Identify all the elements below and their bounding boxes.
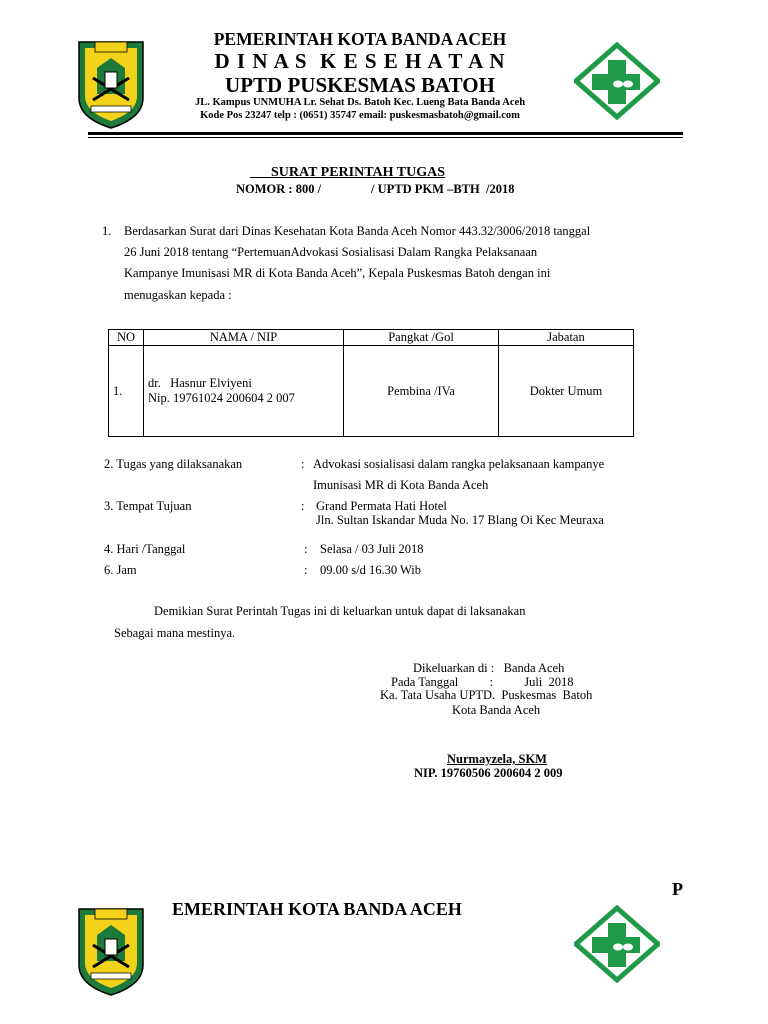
header-rule-thick [88,132,683,135]
puskesmas-logo-icon [574,905,660,983]
place-label: 3. Tempat Tujuan [104,499,192,513]
next-page-gov-line: EMERINTAH KOTA BANDA ACEH [172,899,462,919]
issued-at: Dikeluarkan di : Banda Aceh [413,661,565,675]
col-header-position: Jabatan [499,330,634,346]
para1-line: menugaskan kepada : [124,288,232,302]
day-colon: : [304,542,308,556]
closing-line: Demikian Surat Perintah Tugas ini di keluarkan untuk dapat di laksanakan [154,604,526,618]
para1-line: Berdasarkan Surat dari Dinas Kesehatan Kota Banda Aceh Nomor 443.32/3006/2018 tanggal [124,224,591,238]
day-label: 4. Hari /Tanggal [104,542,186,556]
banda-aceh-crest-icon [75,38,147,130]
para1-line: Kampanye Imunisasi MR di Kota Banda Aceh”, Kepala Puskesmas Batoh dengan ini [124,266,551,280]
address-line: JL. Kampus UNMUHA Lr. Sehat Ds. Batoh Kec. Lueng Bata Banda Aceh [194,97,526,108]
task-colon: : [301,457,305,471]
cell-name-nip [144,346,344,437]
page-marker: P [672,879,683,899]
task-label: 2. Tugas yang dilaksanakan [104,457,243,471]
place-value: Jln. Sultan Iskandar Muda No. 17 Blang Oi Kec Meuraxa [316,513,604,527]
dept-line: D I N A S K E S E H A T A N [214,49,506,73]
task-value: Imunisasi MR di Kota Banda Aceh [313,478,489,492]
para1-line: 26 Juni 2018 tentang “PertemuanAdvokasi Sosialisasi Dalam Rangka Pelaksanaan [124,245,538,259]
letter-title: SURAT PERINTAH TUGAS [250,165,446,180]
staff-nip: Nip. 19761024 200604 2 007 [148,391,295,405]
unit-line: UPTD PUSKESMAS BATOH [225,73,495,97]
time-colon: : [304,563,308,577]
day-value: Selasa / 03 Juli 2018 [320,542,424,556]
signer-nip: NIP. 19760506 200604 2 009 [414,766,563,780]
table-header-row [109,330,634,346]
cell-position: Dokter Umum [499,346,634,437]
place-value: Grand Permata Hati Hotel [316,499,447,513]
header-rule-thin [88,137,683,138]
contact-line: Kode Pos 23247 telp : (0651) 35747 email: puskesmasbatoh@gmail.com [200,110,520,121]
office-line: Kota Banda Aceh [452,703,541,717]
place-colon: : [301,499,305,513]
banda-aceh-crest-icon [75,905,147,997]
gov-line: PEMERINTAH KOTA BANDA ACEH [213,29,507,49]
issued-date: Pada Tanggal : Juli 2018 [391,675,574,689]
cell-rank: Pembina /IVa [344,346,499,437]
office-line: Ka. Tata Usaha UPTD. Puskesmas Batoh [380,688,593,702]
task-value: Advokasi sosialisasi dalam rangka pelaksanaan kampanye [313,457,605,471]
puskesmas-logo-icon [574,42,660,120]
cell-no: 1. [109,346,144,437]
col-header-no: NO [109,330,144,346]
staff-table [108,329,634,437]
col-header-name: NAMA / NIP [144,330,344,346]
time-label: 6. Jam [104,563,137,577]
time-value: 09.00 s/d 16.30 Wib [320,563,422,577]
closing-line: Sebagai mana mestinya. [114,626,236,640]
staff-name: dr. Hasnur Elviyeni [148,376,252,390]
table-row [109,346,634,437]
signer-name: Nurmayzela, SKM [447,752,547,766]
para1-number: 1. [102,224,112,238]
letter-number: NOMOR : 800 / / UPTD PKM –BTH /2018 [236,182,515,196]
col-header-rank: Pangkat /Gol [344,330,499,346]
